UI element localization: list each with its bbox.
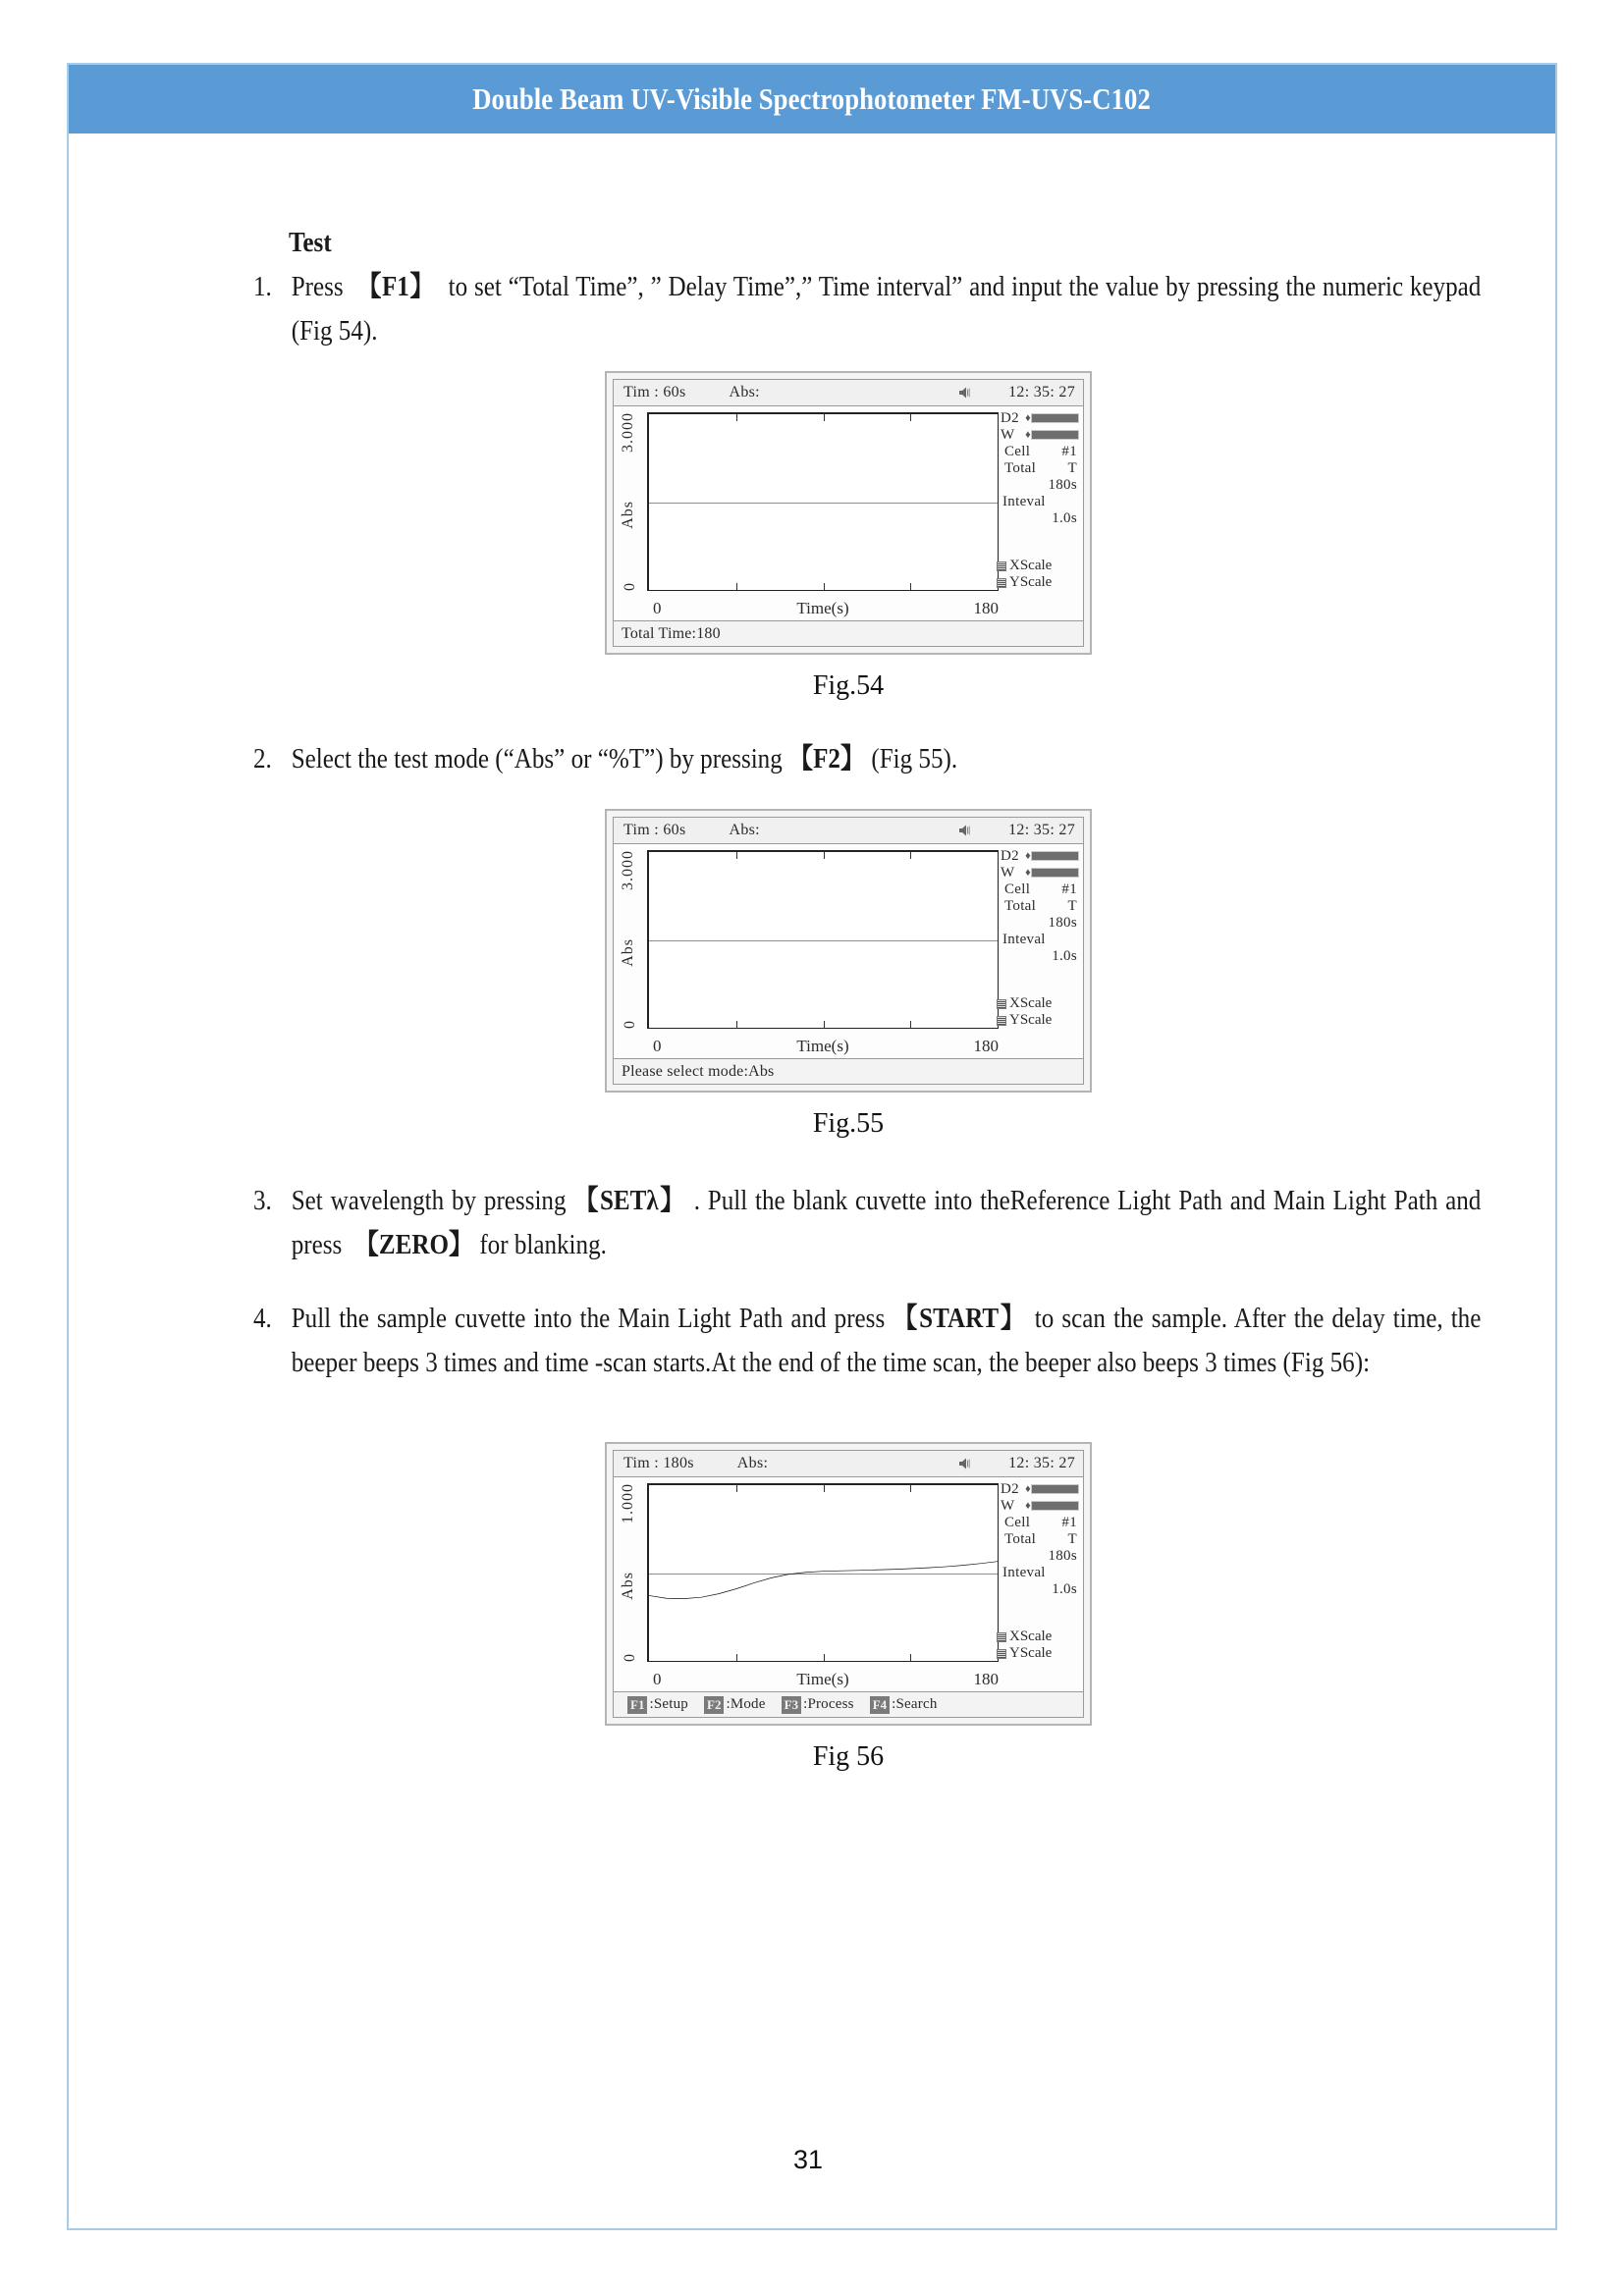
lcd-topbar-55 (614, 818, 1083, 844)
lamp-icon-d2: ♦ (1025, 1482, 1031, 1495)
xscale-option-55[interactable]: XScale (997, 995, 1079, 1012)
clock-readout-54: 12: 35: 27 (1008, 384, 1075, 400)
lcd-status-bar-55: Please select mode:Abs (614, 1058, 1083, 1084)
lcd-topbar-54 (614, 380, 1083, 406)
function-key-tag: F2 (704, 1696, 724, 1714)
function-key-label: :Setup (649, 1696, 688, 1712)
step-2-key: 【F2】 (788, 744, 866, 774)
function-key-list (622, 1696, 953, 1714)
x-axis-labels-56 (647, 1666, 999, 1689)
total-value-56: 180s (1048, 1548, 1077, 1564)
step-4-key: 【START】 (893, 1304, 1027, 1334)
figure-caption-54: Fig.54 (812, 670, 885, 701)
lamp-status-d2-55: D2 ♦ (1001, 848, 1079, 864)
interval-value-55: 1.0s (1052, 948, 1077, 964)
lcd-screen-56 (613, 1450, 1084, 1718)
total-info-55: Total T (1004, 898, 1077, 914)
scan-trace-curve (649, 1485, 998, 1661)
figure-54 (253, 371, 1443, 702)
info-panel-54 (1001, 410, 1079, 527)
speaker-icon (958, 824, 973, 837)
lamp-icon-w: ♦ (1025, 428, 1031, 441)
y-axis-title-56: Abs (620, 1572, 636, 1600)
speaker-icon (958, 386, 973, 400)
x-axis-title-55: Time(s) (796, 1037, 849, 1055)
step-3-text-b: . Pull the blank cuvette into theReference Light Path and Main Light Path and press (291, 1186, 1482, 1260)
lcd-topbar-56 (614, 1451, 1083, 1477)
document-header-banner (69, 65, 1555, 133)
interval-label-55: Inteval (1002, 932, 1046, 947)
x-min-label-55: 0 (653, 1037, 662, 1055)
figure-56 (253, 1442, 1443, 1773)
speaker-icon (958, 1457, 973, 1470)
xscale-option-54[interactable]: XScale (997, 558, 1079, 574)
lamp-status-w-55: W ♦ (1001, 865, 1079, 881)
function-key-f4[interactable] (870, 1696, 938, 1714)
y-min-label-55: 0 (622, 1020, 638, 1029)
y-min-label-54: 0 (622, 582, 638, 591)
total-info-54: Total T (1004, 460, 1077, 476)
x-axis-labels-55 (647, 1033, 999, 1056)
plot-area-55 (647, 850, 999, 1029)
y-max-label-55: 3.000 (620, 850, 636, 890)
y-max-label-54: 3.000 (620, 412, 636, 453)
plot-area-54 (647, 412, 999, 591)
lamp-status-w-54: W ♦ (1001, 427, 1079, 443)
lamp-icon-w: ♦ (1025, 866, 1031, 879)
lcd-bezel-54 (605, 371, 1092, 655)
lamp-status-d2-54: D2 ♦ (1001, 410, 1079, 426)
step-2-text-b: (Fig 55). (871, 744, 958, 774)
lamp-bar-d2 (1031, 1484, 1079, 1494)
yscale-checkbox-icon[interactable] (997, 1016, 1006, 1026)
x-min-label-56: 0 (653, 1670, 662, 1688)
mode-readout-54: Abs: (729, 384, 760, 400)
xscale-checkbox-icon[interactable] (997, 1632, 1006, 1642)
step-3-key-zero: 【ZERO】 (353, 1230, 474, 1260)
function-key-f1[interactable] (627, 1696, 688, 1714)
lcd-bezel-55 (605, 809, 1092, 1093)
lcd-screen-55 (613, 817, 1084, 1085)
function-key-tag: F1 (627, 1696, 647, 1714)
page-number: 31 (793, 2145, 824, 2174)
step-3 (253, 1179, 1481, 1267)
step-2 (253, 737, 1481, 781)
step-3-text-c: for blanking. (479, 1230, 607, 1260)
xscale-checkbox-icon[interactable] (997, 561, 1006, 571)
lamp-bar-d2 (1031, 413, 1079, 423)
yscale-option-55[interactable]: YScale (997, 1012, 1079, 1029)
lcd-screen-54 (613, 379, 1084, 647)
lamp-bar-w (1031, 1501, 1079, 1511)
yscale-checkbox-icon[interactable] (997, 578, 1006, 588)
lamp-icon-w: ♦ (1025, 1499, 1031, 1512)
step-3-key-setlambda: 【SETλ】 (573, 1186, 686, 1216)
tim-readout-54: Tim : 60s (623, 384, 686, 400)
step-4-text-b: to scan the sample. After the delay time, the beeper beeps 3 times and time -scan starts.At the end of the time scan, the beeper also beeps 3 times (Fig 56): (291, 1304, 1482, 1378)
mode-readout-55: Abs: (729, 822, 760, 838)
xscale-option-56[interactable]: XScale (997, 1629, 1079, 1645)
page-content (253, 224, 1482, 1773)
step-3-number: 3. (253, 1186, 272, 1216)
y-max-label-56: 1.000 (620, 1483, 636, 1523)
clock-readout-55: 12: 35: 27 (1008, 822, 1075, 838)
x-axis-title-56: Time(s) (796, 1670, 849, 1688)
cell-info-54: Cell #1 (1004, 444, 1077, 459)
step-4-text-a: Pull the sample cuvette into the Main Light Path and press (291, 1304, 886, 1334)
step-1-number: 1. (253, 272, 272, 302)
section-heading: Test (289, 228, 332, 258)
clock-readout-56: 12: 35: 27 (1008, 1455, 1075, 1471)
function-key-label: :Search (892, 1696, 938, 1712)
y-min-label-56: 0 (622, 1653, 638, 1662)
lamp-icon-d2: ♦ (1025, 411, 1031, 424)
function-key-tag: F4 (870, 1696, 890, 1714)
cell-info-56: Cell #1 (1004, 1515, 1077, 1530)
interval-label-54: Inteval (1002, 494, 1046, 509)
lamp-bar-w (1031, 868, 1079, 878)
lcd-plot-body-56 (614, 1477, 1083, 1691)
info-panel-56 (1001, 1481, 1079, 1598)
cell-info-55: Cell #1 (1004, 881, 1077, 897)
interval-value-54: 1.0s (1052, 510, 1077, 526)
step-4 (253, 1297, 1481, 1385)
lcd-bezel-56 (605, 1442, 1092, 1726)
info-panel-55 (1001, 848, 1079, 965)
plot-area-56 (647, 1483, 999, 1662)
scale-block-55 (997, 995, 1079, 1029)
x-max-label-54: 180 (973, 599, 999, 617)
mid-gridline (649, 940, 998, 941)
x-axis-labels-54 (647, 595, 999, 618)
function-key-tag: F3 (782, 1696, 801, 1714)
total-info-56: Total T (1004, 1531, 1077, 1547)
yscale-option-56[interactable]: YScale (997, 1645, 1079, 1662)
x-min-label-54: 0 (653, 599, 662, 617)
step-3-text-a: Set wavelength by pressing (291, 1186, 567, 1216)
yscale-option-54[interactable]: YScale (997, 574, 1079, 591)
x-axis-title-54: Time(s) (796, 599, 849, 617)
lamp-bar-w (1031, 430, 1079, 440)
yscale-checkbox-icon[interactable] (997, 1649, 1006, 1659)
figure-caption-56: Fig 56 (812, 1741, 885, 1772)
interval-value-56: 1.0s (1052, 1581, 1077, 1597)
xscale-checkbox-icon[interactable] (997, 999, 1006, 1009)
y-axis-title-55: Abs (620, 938, 636, 967)
scale-block-56 (997, 1629, 1079, 1662)
lamp-status-d2-56: D2 ♦ (1001, 1481, 1079, 1497)
scale-block-54 (997, 558, 1079, 591)
lamp-icon-d2: ♦ (1025, 849, 1031, 862)
step-2-text-a: Select the test mode (“Abs” or “%T”) by pressing (291, 744, 783, 774)
figure-caption-55: Fig.55 (812, 1108, 885, 1139)
step-1-text-b: to set “Total Time”, ” Delay Time”,” Time interval” and input the value by pressing the numeric keypad (Fig 54). (291, 272, 1482, 347)
mid-gridline (649, 503, 998, 504)
mode-readout-56: Abs: (736, 1455, 769, 1471)
lcd-plot-body-54 (614, 406, 1083, 620)
interval-label-56: Inteval (1002, 1565, 1046, 1580)
lamp-status-w-56: W ♦ (1001, 1498, 1079, 1514)
y-axis-title-54: Abs (620, 501, 636, 529)
tim-readout-56: Tim : 180s (623, 1455, 694, 1471)
function-key-f3[interactable] (782, 1696, 854, 1714)
x-max-label-55: 180 (973, 1037, 999, 1055)
step-4-number: 4. (253, 1304, 272, 1334)
lcd-plot-body-55 (614, 844, 1083, 1058)
lcd-status-bar-54: Total Time:180 (614, 620, 1083, 646)
document-title: Double Beam UV-Visible Spectrophotometer FM-UVS-C102 (472, 81, 1152, 116)
lamp-bar-d2 (1031, 851, 1079, 861)
function-key-label: :Process (803, 1696, 854, 1712)
function-key-label: :Mode (726, 1696, 766, 1712)
total-value-55: 180s (1048, 915, 1077, 931)
figure-55 (253, 809, 1443, 1140)
step-2-number: 2. (253, 744, 272, 774)
total-value-54: 180s (1048, 477, 1077, 493)
x-max-label-56: 180 (973, 1670, 999, 1688)
tim-readout-55: Tim : 60s (623, 822, 686, 838)
function-key-f2[interactable] (704, 1696, 766, 1714)
step-1-text-a: Press (291, 272, 344, 302)
step-1-key: 【F1】 (356, 272, 435, 302)
step-1 (253, 265, 1481, 353)
lcd-function-key-bar-56 (614, 1691, 1083, 1717)
